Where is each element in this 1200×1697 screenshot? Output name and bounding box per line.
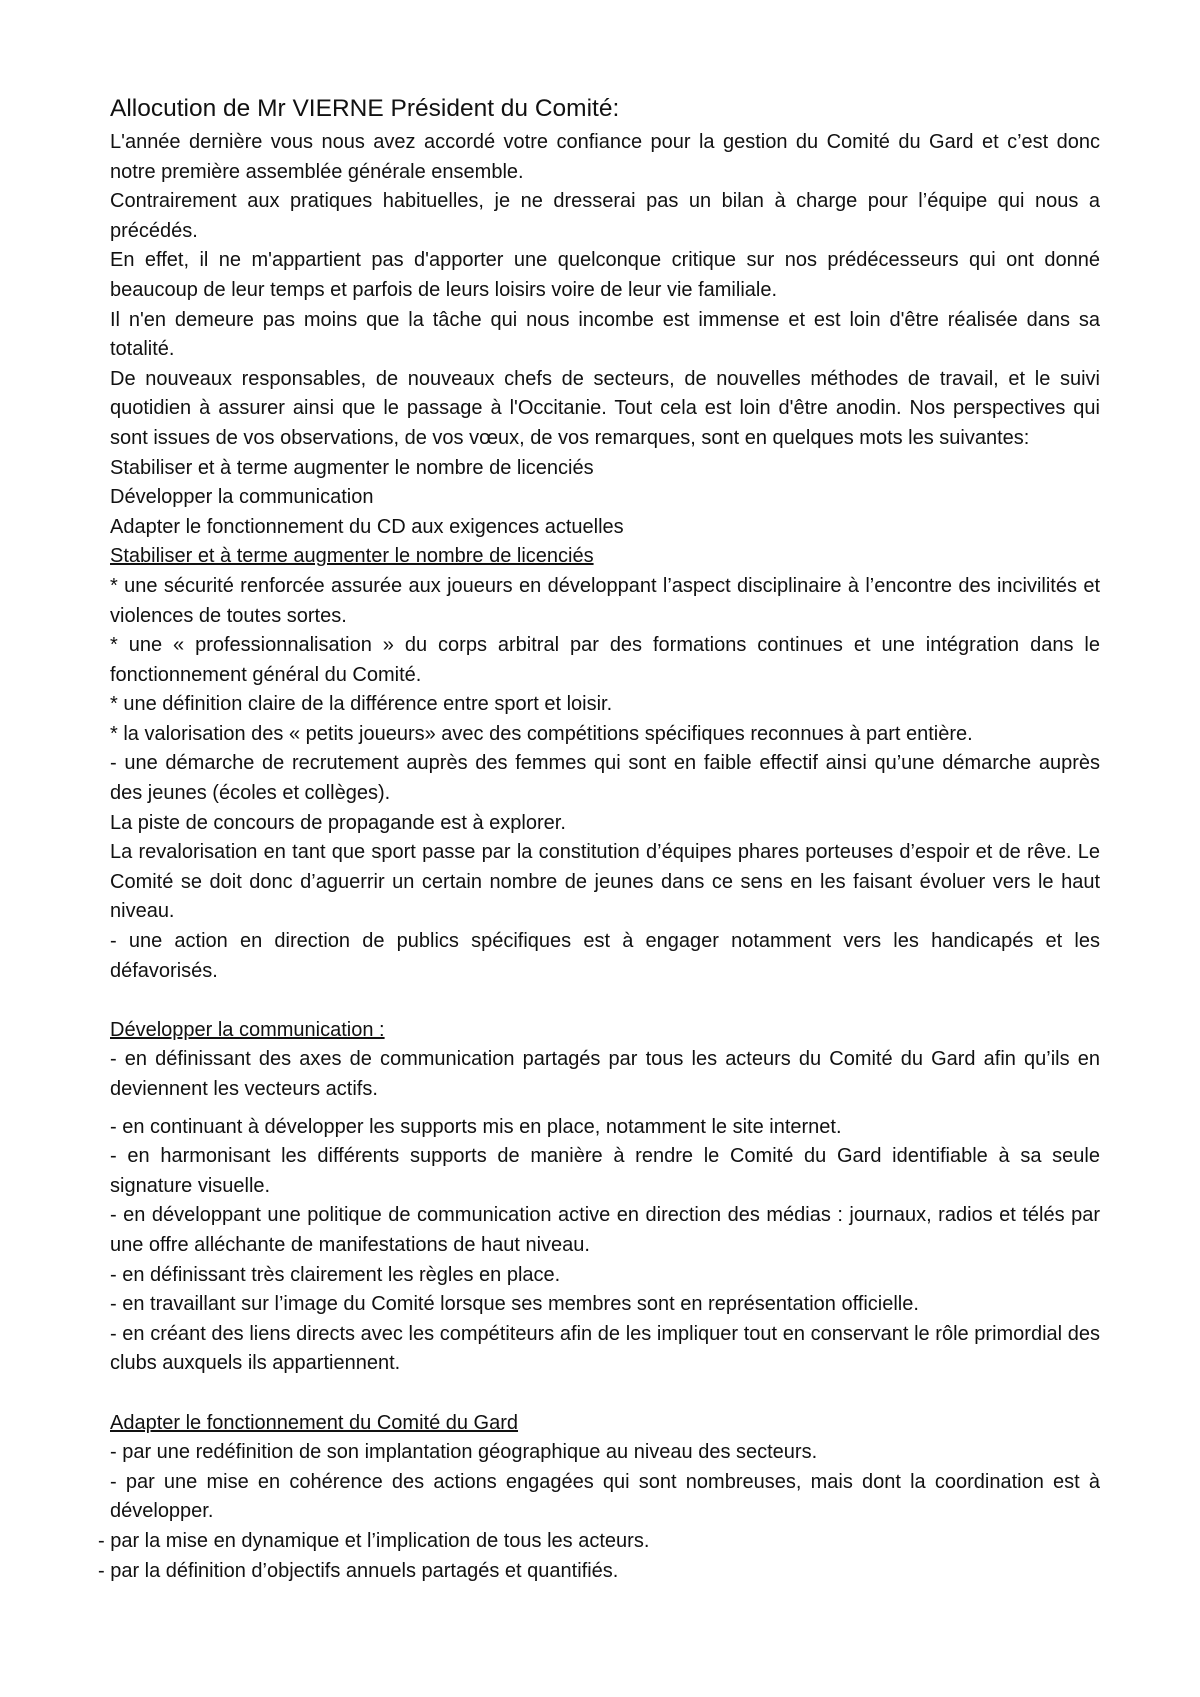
section-item: - une action en direction de publics spécifiques est à engager notamment vers les handicapés et les défavorisés. — [110, 930, 1100, 982]
intro-paragraph: L'année dernière vous nous avez accordé votre confiance pour la gestion du Comité du Gard et c’est donc notre première assemblée générale ensemble. — [110, 131, 1100, 183]
section-heading: Développer la communication : — [110, 1018, 385, 1041]
intro-paragraph: En effet, il ne m'appartient pas d'apporter une quelconque critique sur nos prédécesseurs qui ont donné beaucoup de leur temps et parfois de leurs loisirs voire de leur vie familiale. — [110, 249, 1100, 301]
section-fonctionnement — [98, 1409, 1100, 1587]
objective-line: Développer la communication — [110, 486, 374, 509]
section-item: La piste de concours de propagande est à explorer. — [110, 811, 566, 834]
section-item: - par la mise en dynamique et l’implication de tous les acteurs. — [98, 1529, 650, 1552]
section-item: - par une mise en cohérence des actions engagées qui sont nombreuses, mais dont la coordination est à développer. — [110, 1470, 1100, 1523]
section-item: * une « professionnalisation » du corps arbitral par des formations continues et une intégration dans le fonctionnement général du Comité. — [110, 634, 1100, 686]
objective-line: Stabiliser et à terme augmenter le nombre de licenciés — [110, 456, 594, 479]
spacer — [110, 986, 1100, 1016]
section-item: - en harmonisant les différents supports de manière à rendre le Comité du Gard identifiable à sa seule signature visuelle. — [110, 1145, 1100, 1197]
document-page — [98, 92, 1100, 1586]
section-item: La revalorisation en tant que sport passe par la constitution d’équipes phares porteuses d’espoir et de rêve. Le Comité se doit donc d’aguerrir un certain nombre de jeunes dans ce sens en les faisant évoluer vers le haut niveau. — [110, 841, 1100, 923]
intro-section — [110, 128, 1100, 542]
section-item: - par la définition d’objectifs annuels partagés et quantifiés. — [98, 1559, 619, 1582]
section-item: - en définissant très clairement les règles en place. — [110, 1263, 561, 1286]
section-item: - une démarche de recrutement auprès des femmes qui sont en faible effectif ainsi qu’une démarche auprès des jeunes (écoles et collèges). — [110, 752, 1100, 805]
intro-paragraph: Contrairement aux pratiques habituelles, je ne dresserai pas un bilan à charge pour l’équipe qui nous a précédés. — [110, 190, 1100, 242]
spacer — [110, 1105, 1100, 1113]
section-heading: Adapter le fonctionnement du Comité du Gard — [110, 1411, 519, 1434]
section-item: - en continuant à développer les supports mis en place, notamment le site internet. — [110, 1115, 842, 1138]
section-item: - en travaillant sur l’image du Comité lorsque ses membres sont en représentation officielle. — [110, 1293, 919, 1316]
document-title: Allocution de Mr VIERNE Président du Comité: — [110, 95, 620, 122]
section-item: - en développant une politique de communication active en direction des médias : journaux, radios et télés par une offre alléchante de manifestations de haut niveau. — [110, 1204, 1100, 1256]
section-heading: Stabiliser et à terme augmenter le nombre de licenciés — [110, 545, 594, 568]
objective-line: Adapter le fonctionnement du CD aux exigences actuelles — [110, 515, 624, 538]
section-item: * une sécurité renforcée assurée aux joueurs en développant l’aspect disciplinaire à l’encontre des incivilités et violences de toutes sortes. — [110, 574, 1100, 627]
section-item: - par une redéfinition de son implantation géographique au niveau des secteurs. — [110, 1441, 818, 1464]
spacer — [110, 1379, 1100, 1409]
section-item: * la valorisation des « petits joueurs» avec des compétitions spécifiques reconnues à part entière. — [110, 722, 973, 745]
intro-paragraph: De nouveaux responsables, de nouveaux chefs de secteurs, de nouvelles méthodes de travail, et le suivi quotidien à assurer ainsi que le passage à l'Occitanie. Tout cela est loin d'être anodin. Nos perspectives qui sont issues de vos observations, de vos vœux, de vos remarques, sont en quelques mots les suivantes: — [110, 367, 1100, 449]
section-item: - en définissant des axes de communication partagés par tous les acteurs du Comité du Gard afin qu’ils en deviennent les vecteurs actifs. — [110, 1048, 1100, 1100]
section-licencies — [110, 542, 1100, 986]
section-item: * une définition claire de la différence entre sport et loisir. — [110, 693, 613, 716]
section-communication — [110, 1016, 1100, 1379]
section-item: - en créant des liens directs avec les compétiteurs afin de les impliquer tout en conservant le rôle primordial des clubs auxquels ils appartiennent. — [110, 1322, 1100, 1375]
intro-paragraph: Il n'en demeure pas moins que la tâche qui nous incombe est immense et est loin d'être réalisée dans sa totalité. — [110, 308, 1100, 361]
